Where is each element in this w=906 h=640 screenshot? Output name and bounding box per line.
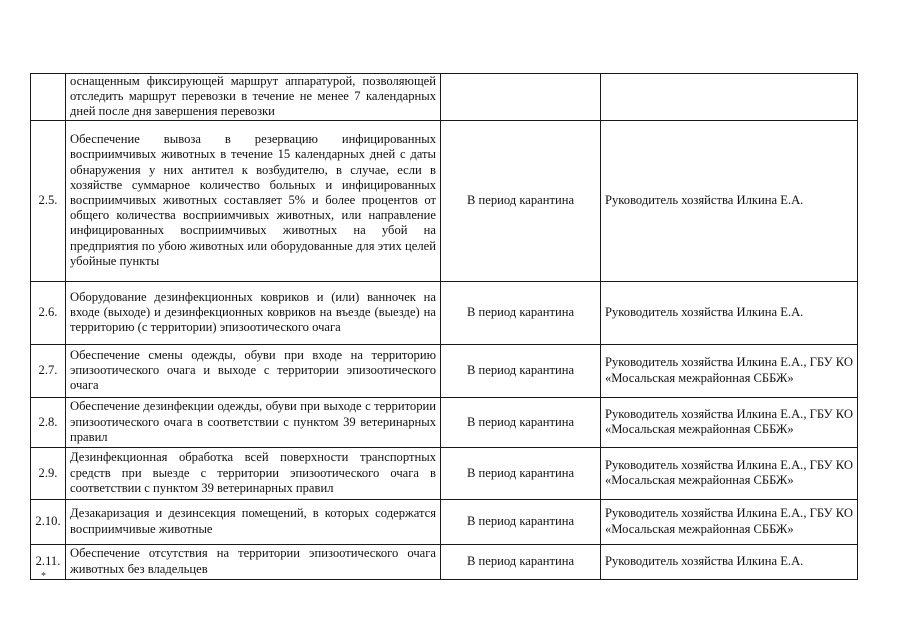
row-number (31, 74, 66, 121)
row-responsible (601, 74, 858, 121)
row-number: 2.8. (31, 397, 66, 447)
row-responsible: Руководитель хозяйства Илкина Е.А. (601, 120, 858, 281)
scan-mark: * (41, 571, 46, 582)
table-row (31, 499, 858, 544)
row-number: 2.6. (31, 281, 66, 344)
table-row (31, 120, 858, 281)
row-responsible: Руководитель хозяйства Илкина Е.А. (601, 281, 858, 344)
row-number: 2.11. (31, 544, 66, 579)
row-responsible: Руководитель хозяйства Илкина Е.А., ГБУ КО «Мосальская межрайонная СББЖ» (601, 447, 858, 499)
row-period: В период карантина (441, 344, 601, 397)
table-row (31, 74, 858, 121)
row-responsible: Руководитель хозяйства Илкина Е.А., ГБУ КО «Мосальская межрайонная СББЖ» (601, 499, 858, 544)
row-period (441, 74, 601, 121)
row-responsible: Руководитель хозяйства Илкина Е.А., ГБУ КО «Мосальская межрайонная СББЖ» (601, 397, 858, 447)
row-number: 2.9. (31, 447, 66, 499)
row-description: Дезинфекционная обработка всей поверхности транспортных средств при выезде с территории эпизоотического очага в соответствии с пунктом 39 ветеринарных правил (66, 447, 441, 499)
row-description: оснащенным фиксирующей маршрут аппаратурой, позволяющей отследить маршрут перевозки в течение не менее 7 календарных дней после дня завершения перевозки (66, 74, 441, 121)
table-row (31, 447, 858, 499)
row-description: Обеспечение дезинфекции одежды, обуви при выходе с территории эпизоотического очага в соответствии с пунктом 39 ветеринарных правил (66, 397, 441, 447)
row-description: Обеспечение отсутствия на территории эпизоотического очага животных без владельцев (66, 544, 441, 579)
table-row (31, 281, 858, 344)
row-description: Оборудование дезинфекционных ковриков и (или) ванночек на входе (выходе) и дезинфекционных ковриков на въезде (выезде) на территорию (с территории) эпизоотического очага (66, 281, 441, 344)
row-description: Обеспечение смены одежды, обуви при входе на территорию эпизоотического очага и выходе с территории эпизоотического очага (66, 344, 441, 397)
table-row (31, 544, 858, 579)
row-number: 2.10. (31, 499, 66, 544)
table-row (31, 344, 858, 397)
table-row (31, 397, 858, 447)
row-description: Обеспечение вывоза в резервацию инфицированных восприимчивых животных в течение 15 календарных дней с даты обнаружения у них антител к возбудителю, в случае, если в хозяйстве суммарное количество больных и инфицированных восприимчивых животных составляет 5% и более процентов от общего количества восприимчивых животных, или направление инфицированных восприимчивых животных на убой на предприятия по убою животных или оборудованные для этих целей убойные пункты (66, 120, 441, 281)
row-period: В период карантина (441, 447, 601, 499)
row-period: В период карантина (441, 281, 601, 344)
row-period: В период карантина (441, 544, 601, 579)
row-responsible: Руководитель хозяйства Илкина Е.А., ГБУ КО «Мосальская межрайонная СББЖ» (601, 344, 858, 397)
row-description: Дезакаризация и дезинсекция помещений, в которых содержатся восприимчивые животные (66, 499, 441, 544)
measures-table (30, 73, 858, 580)
row-period: В период карантина (441, 499, 601, 544)
row-period: В период карантина (441, 397, 601, 447)
row-number: 2.7. (31, 344, 66, 397)
row-number: 2.5. (31, 120, 66, 281)
row-responsible: Руководитель хозяйства Илкина Е.А. (601, 544, 858, 579)
row-period: В период карантина (441, 120, 601, 281)
